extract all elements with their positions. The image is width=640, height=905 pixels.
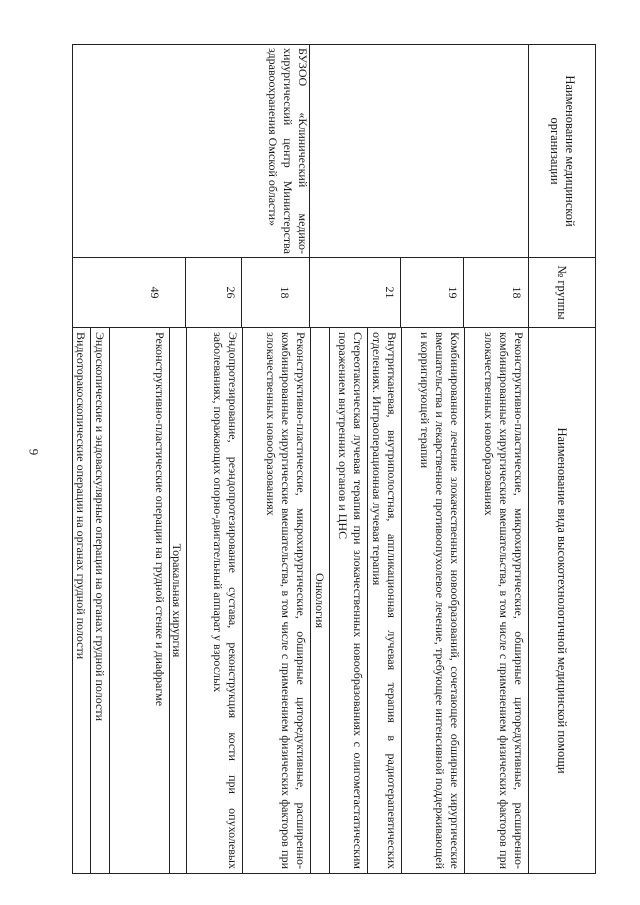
service-row bbox=[401, 328, 464, 873]
service-row bbox=[464, 328, 528, 873]
service-row bbox=[367, 328, 401, 873]
group-number: 49 bbox=[148, 286, 162, 299]
service-text: Реконструктивно-пластические, микрохирургические, обширные циторедуктивные, расширенно-комбинированные хирургические вмешательства, в том числе с применением физических факторов при злокачественных новообразованиях bbox=[264, 332, 308, 869]
header-org: Наименование медицинской организации bbox=[528, 44, 596, 258]
header-group: № группы bbox=[528, 258, 596, 328]
group-number: 19 bbox=[446, 286, 460, 299]
service-text: Эндопротезирование, реэндопротезирование сустава, реконструкция кости при опухолевых заболеваниях, поражающих опорно-двигательный аппарат у взрослых bbox=[211, 332, 240, 869]
group-number: 21 bbox=[383, 286, 397, 299]
service-row bbox=[72, 328, 90, 873]
group-divider bbox=[309, 258, 310, 328]
group-divider bbox=[400, 258, 401, 328]
group-divider bbox=[185, 258, 186, 328]
service-row bbox=[186, 328, 242, 873]
page-number: 6 bbox=[26, 448, 41, 456]
service-text: Комбинированное лечение злокачественных новообразований, сочетающее обширные хирургические вмешательства и лекарственное противоопухолевое лечение, требующее интенсивной поддерживающей и корригирующей терапии bbox=[418, 332, 462, 869]
section-title-thoracic-surgery: Торакальная хирургия bbox=[170, 543, 184, 658]
org-column bbox=[72, 44, 528, 258]
services-table bbox=[72, 44, 596, 874]
service-text: Реконструктивно-пластические операции на грудной стенке и диафрагме bbox=[153, 332, 167, 707]
header-service: Наименование вида высокотехнологичной медицинской помощи bbox=[528, 328, 596, 874]
group-divider bbox=[463, 258, 464, 328]
group-number: 18 bbox=[510, 286, 524, 299]
group-divider bbox=[241, 258, 242, 328]
group-number: 18 bbox=[278, 286, 292, 299]
section-title-oncology: Онкология bbox=[313, 572, 327, 628]
service-row bbox=[109, 328, 169, 873]
service-row bbox=[90, 328, 109, 873]
section-heading bbox=[310, 328, 329, 873]
group-column bbox=[72, 258, 528, 328]
service-column bbox=[72, 328, 528, 874]
service-text: Видеоторакоскопические операции на органах грудной полости bbox=[74, 332, 88, 660]
section-heading bbox=[169, 328, 186, 873]
group-number: 26 bbox=[224, 286, 238, 299]
service-text: Реконструктивно-пластические, микрохирургические, обширные циторедуктивные, расширенно-комбинированные хирургические вмешательства, в том числе с применением физических факторов при злокачественных новообразованиях bbox=[482, 332, 526, 869]
service-text: Внутритканевая, внутриполостная, аппликационная лучевая терапия в радиотерапевтических отделениях. Интраоперационная лучевая терапия bbox=[370, 332, 399, 869]
service-text: Стереотаксическая лучевая терапия при злокачественных новообразованиях с олигометастатическим поражением внутренних органов и ЦНС bbox=[336, 332, 365, 869]
service-row bbox=[242, 328, 310, 873]
organization-name: БУЗОО «Клинический медико-хирургический центр Министерства здравоохранения Омской области» bbox=[266, 48, 310, 254]
service-text: Эндоскопические и эндоваскулярные операции на органах грудной полости bbox=[93, 332, 107, 721]
service-row bbox=[329, 328, 367, 873]
